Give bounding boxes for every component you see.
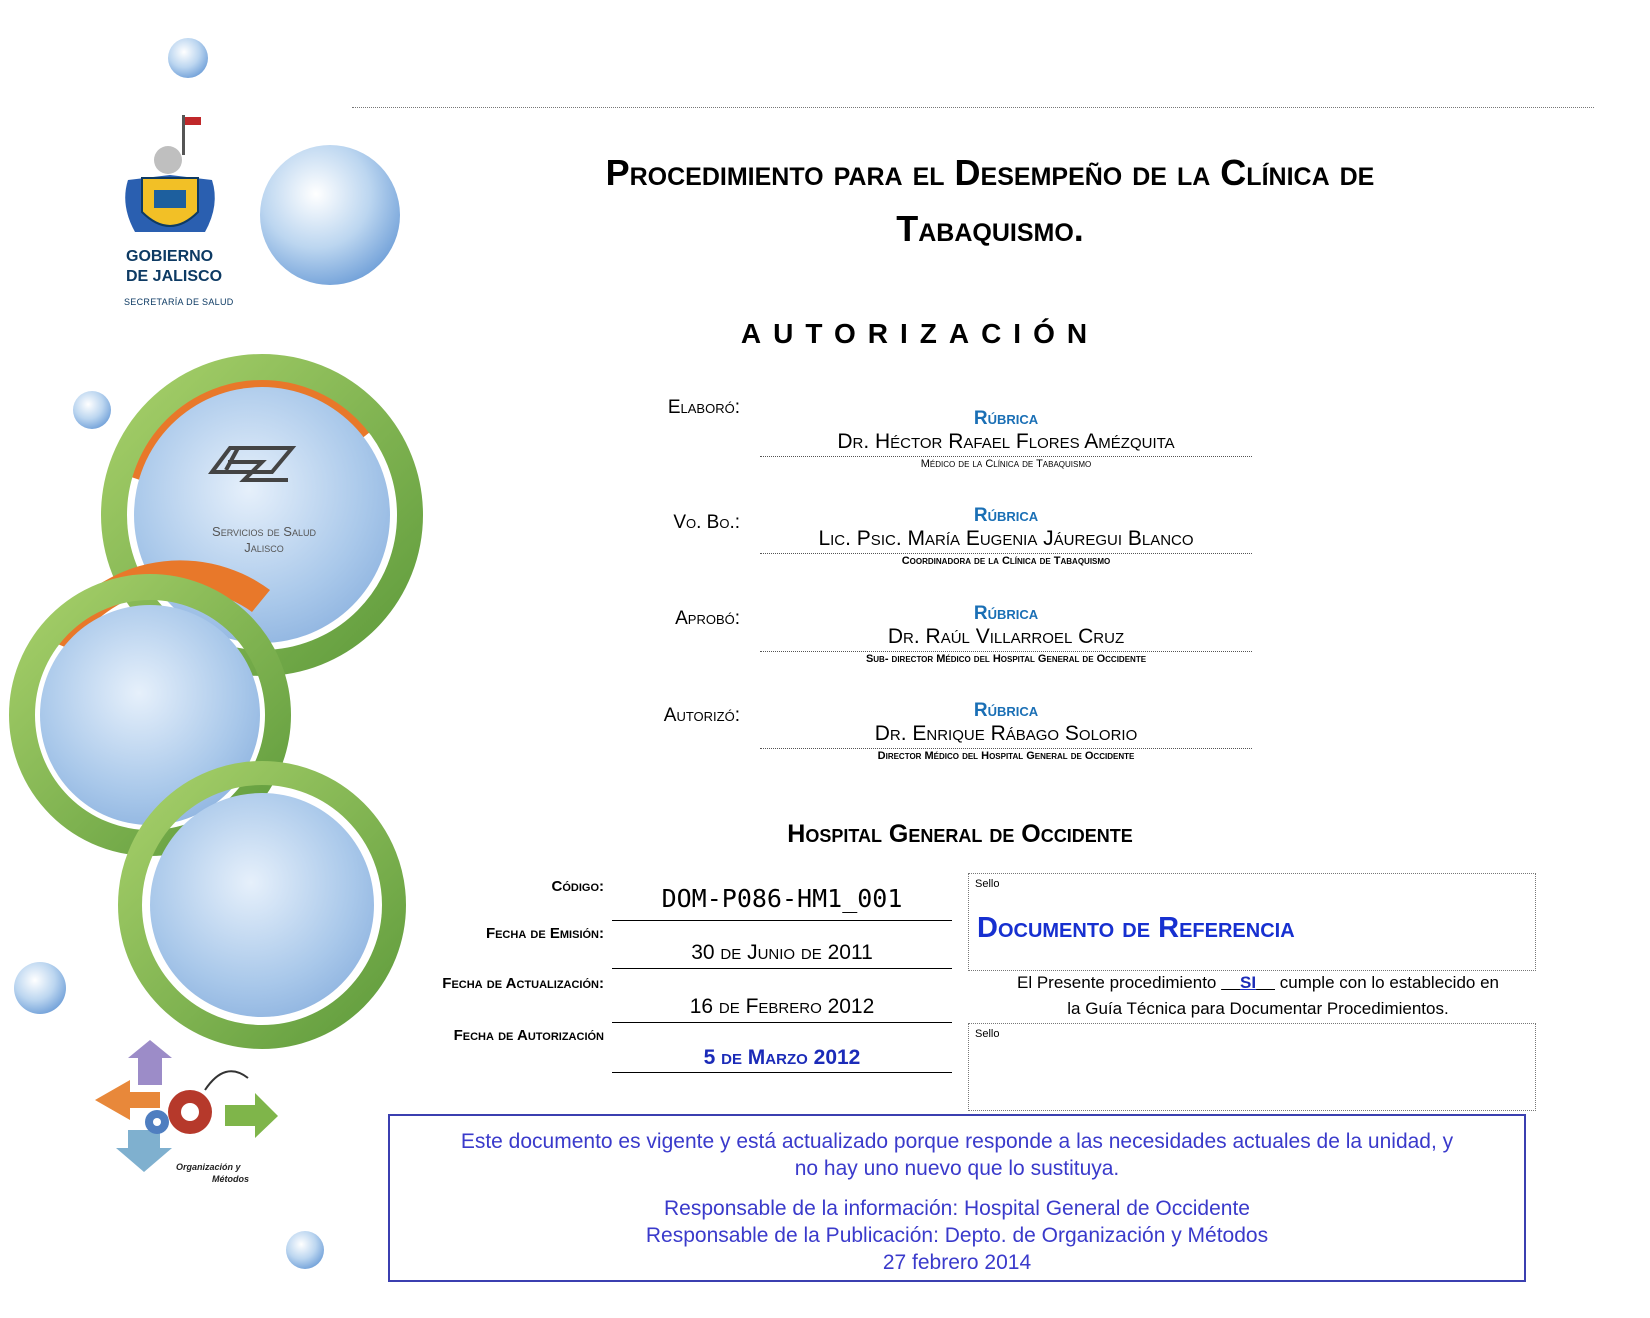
- emision-underline: [612, 968, 952, 969]
- footer-line5: 27 febrero 2014: [882, 1251, 1032, 1274]
- ring-disc: [134, 387, 390, 643]
- presente-si: SI: [1240, 973, 1257, 992]
- sello-label: Sello: [975, 878, 1000, 890]
- emision-value: 30 de Junio de 2011: [691, 941, 873, 964]
- page-title: [440, 145, 1540, 257]
- rubrica: Rúbrica: [973, 700, 1039, 721]
- footer-line3: Responsable de la información: Hospital General de Occidente: [663, 1197, 1250, 1220]
- signer-name: Dr. Raúl Villarroel Cruz: [887, 625, 1125, 648]
- signer-name: Dr. Héctor Rafael Flores Amézquita: [837, 430, 1175, 453]
- bubble: [286, 1231, 324, 1269]
- actualizacion-value: 16 de Febrero 2012: [689, 995, 875, 1018]
- ssj-logo-line2: Jalisco: [244, 540, 284, 555]
- rubrica: Rúbrica: [973, 603, 1039, 624]
- hospital-name: Hospital General de Occidente: [787, 820, 1133, 848]
- title-line2: Tabaquismo.: [896, 208, 1084, 249]
- presente-after: cumple con lo establecido en: [1279, 973, 1499, 992]
- signer-position: Médico de la Clínica de Tabaquismo: [920, 458, 1092, 470]
- presente-before: El Presente procedimiento: [1017, 973, 1217, 992]
- signer-name: Lic. Psic. María Eugenia Jáuregui Blanco: [818, 527, 1194, 550]
- presente-line2: la Guía Técnica para Documentar Procedimientos.: [1067, 999, 1449, 1018]
- role-label: Vo. Bo.:: [673, 512, 740, 533]
- decorative-graphics: [0, 0, 440, 1318]
- signer-position: Coordinadora de la Clínica de Tabaquismo: [901, 555, 1111, 567]
- role-label: Aprobó:: [675, 608, 740, 629]
- codigo-value: DOM-P086-HM1_001: [661, 884, 903, 913]
- ssj-logo-line1: Servicios de Salud: [212, 524, 316, 539]
- ring-disc: [150, 793, 374, 1017]
- section-title: AUTORIZACIÓN: [740, 318, 1100, 349]
- autorizacion-underline: [612, 1072, 952, 1073]
- ring-disc: [40, 605, 260, 825]
- footer-line1: Este documento es vigente y está actualizado porque responde a las necesidades actuales de la unidad, y: [460, 1130, 1454, 1153]
- signature-block: [760, 505, 1252, 568]
- stamp-box-seal: [968, 1023, 1536, 1111]
- presente-line1: [968, 970, 1548, 996]
- bubble: [14, 962, 66, 1014]
- coat-of-arms-icon: [125, 115, 215, 232]
- rubrica: Rúbrica: [973, 408, 1039, 429]
- om-logo-line1: Organización y: [176, 1162, 241, 1172]
- footer-line2: no hay uno nuevo que lo sustituya.: [794, 1157, 1120, 1180]
- signature-block: [760, 408, 1252, 471]
- doc-reference: Documento de Referencia: [977, 912, 1295, 944]
- actualizacion-label: Fecha de Actualización:: [442, 975, 604, 992]
- autorizacion-label: Fecha de Autorización: [453, 1027, 604, 1044]
- gobierno-logo-line1: GOBIERNO: [126, 248, 214, 265]
- codigo-underline: [612, 920, 952, 921]
- signer-name: Dr. Enrique Rábago Solorio: [874, 722, 1138, 745]
- rubrica: Rúbrica: [973, 505, 1039, 526]
- om-logo-line2: Métodos: [212, 1174, 249, 1184]
- gobierno-logo-line2: DE JALISCO: [126, 268, 223, 285]
- top-divider: [352, 107, 1594, 108]
- signer-position: Sub- director Médico del Hospital General de Occidente: [865, 653, 1147, 665]
- signature-block: [760, 700, 1252, 763]
- actualizacion-underline: [612, 1022, 952, 1023]
- bubble: [73, 391, 111, 429]
- bubble: [168, 38, 208, 78]
- signature-block: [760, 603, 1252, 666]
- footer-line4: Responsable de la Publicación: Depto. de Organización y Métodos: [645, 1224, 1269, 1247]
- autorizacion-value: 5 de Marzo 2012: [703, 1046, 861, 1069]
- signer-position: Director Médico del Hospital General de Occidente: [877, 750, 1135, 762]
- bubble: [260, 145, 400, 285]
- gobierno-logo-line3: SECRETARÍA DE SALUD: [124, 297, 234, 307]
- role-label: Elaboró:: [667, 397, 740, 418]
- title-line1: Procedimiento para el Desempeño de la Clínica de: [605, 152, 1375, 193]
- sello-label: Sello: [975, 1028, 1000, 1040]
- role-label: Autorizó:: [663, 705, 740, 726]
- stamp-box-reference: [968, 873, 1536, 971]
- codigo-label: Código:: [551, 878, 604, 895]
- emision-label: Fecha de Emisión:: [485, 925, 604, 942]
- organizacion-metodos-icon: [95, 1040, 278, 1172]
